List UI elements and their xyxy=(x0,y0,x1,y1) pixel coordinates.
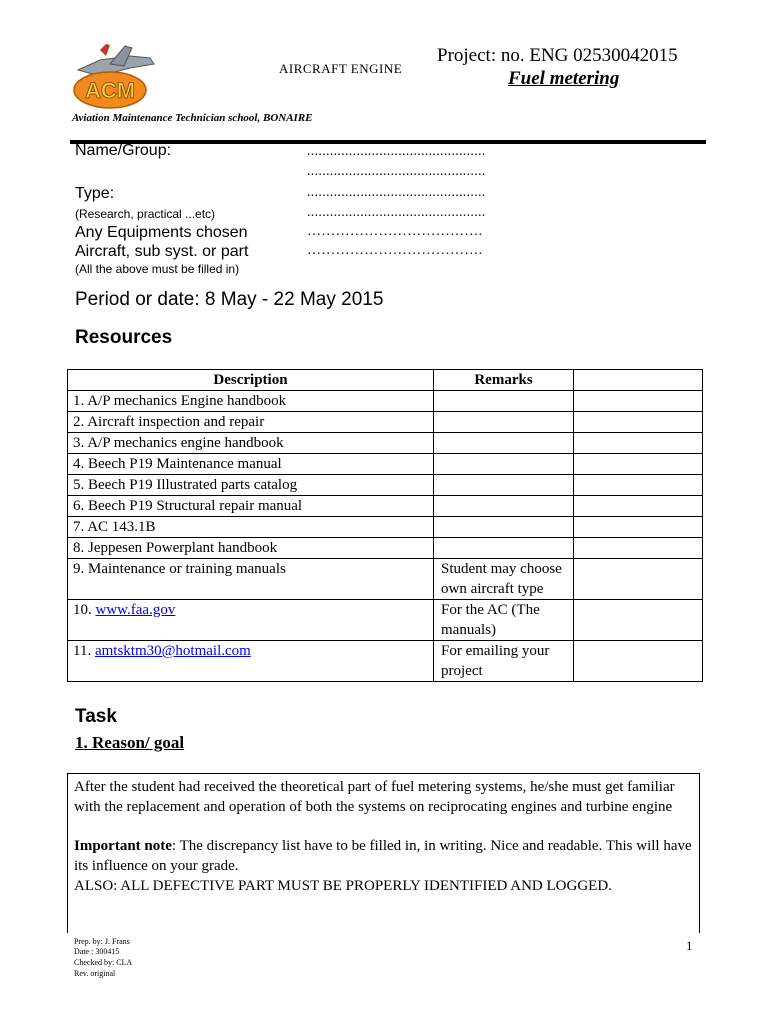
resource-desc: Beech P19 Illustrated parts catalog xyxy=(88,477,298,493)
resource-desc: AC 143.1B xyxy=(87,519,156,535)
task-heading: Task xyxy=(75,706,117,727)
school-logo xyxy=(70,42,160,114)
footer-date: Date : 300415 xyxy=(74,947,120,956)
header-subtitle: Fuel metering xyxy=(508,68,620,89)
table-row: 4. Beech P19 Maintenance manual xyxy=(68,454,703,475)
resources-table xyxy=(67,369,703,682)
resource-remark xyxy=(434,454,574,475)
name-group-field[interactable]: ............................................... xyxy=(307,144,486,159)
resource-desc: Jeppesen Powerplant handbook xyxy=(88,540,278,556)
header-description: Description xyxy=(68,370,434,391)
goal-paragraph: After the student had received the theoretical part of fuel metering systems, he/she must get familiar with the replacement and operation of both the systems on reciprocating engines and turbine engine xyxy=(74,779,675,815)
resource-desc: A/P mechanics Engine handbook xyxy=(87,393,287,409)
table-header-row xyxy=(68,370,703,391)
aircraft-field[interactable]: ………………………………. xyxy=(307,243,483,258)
period-date: Period or date: 8 May - 22 May 2015 xyxy=(75,289,384,310)
resource-remark xyxy=(434,517,574,538)
table-row: 9. Maintenance or training manuals Student may choose own aircraft type xyxy=(68,559,703,600)
table-row: 10. www.faa.gov For the AC (The manuals) xyxy=(68,600,703,641)
header-center-title: AIRCRAFT ENGINE xyxy=(279,61,403,76)
resource-desc: Beech P19 Maintenance manual xyxy=(88,456,282,472)
type-field[interactable]: ............................................... xyxy=(307,185,486,200)
resource-remark xyxy=(434,538,574,559)
reason-goal-heading: 1. Reason/ goal xyxy=(75,733,185,752)
resource-remark: Student may choose own aircraft type xyxy=(434,559,574,600)
table-row: 6. Beech P19 Structural repair manual xyxy=(68,496,703,517)
also-note: ALSO: ALL DEFECTIVE PART MUST BE PROPERLY IDENTIFIED AND LOGGED. xyxy=(74,878,612,894)
resource-remark: For emailing your project xyxy=(434,641,574,682)
type-hint: (Research, practical ...etc) xyxy=(75,207,216,221)
header-extra xyxy=(574,370,703,391)
name-group-label: Name/Group: xyxy=(75,142,172,159)
svg-text:ACM: ACM xyxy=(84,78,136,103)
name-group-field-2[interactable]: ............................................... xyxy=(307,164,486,179)
aircraft-label: Aircraft, sub syst. or part xyxy=(75,243,249,260)
fill-note: (All the above must be filled in) xyxy=(75,262,240,276)
type-field-2[interactable]: ............................................... xyxy=(307,205,486,220)
type-label: Type: xyxy=(75,185,115,202)
resource-desc: Beech P19 Structural repair manual xyxy=(88,498,303,514)
table-row: 2. Aircraft inspection and repair xyxy=(68,412,703,433)
footer-rev: Rev. original xyxy=(74,969,116,978)
important-note-text: : The discrepancy list have to be filled in, in writing. Nice and readable. This will have its influence on your grade. xyxy=(74,838,692,874)
resource-desc: Maintenance or training manuals xyxy=(88,561,286,577)
table-row: 7. AC 143.1B xyxy=(68,517,703,538)
header-school-name: Aviation Maintenance Technician school, BONAIRE xyxy=(72,112,313,124)
goal-box xyxy=(67,773,700,933)
footer-checked: Checked by: CLA xyxy=(74,958,133,967)
equipment-field[interactable]: ………………………………. xyxy=(307,224,483,239)
resource-desc: A/P mechanics engine handbook xyxy=(87,435,284,451)
footer-prep: Prep. by: J. Frans xyxy=(74,937,130,946)
faa-link[interactable]: www.faa.gov xyxy=(95,602,176,618)
header-remarks: Remarks xyxy=(434,370,574,391)
table-row: 11. amtsktm30@hotmail.com For emailing your project xyxy=(68,641,703,682)
important-note-label: Important note xyxy=(74,838,172,854)
resource-desc: Aircraft inspection and repair xyxy=(87,414,265,430)
resource-remark xyxy=(434,496,574,517)
table-row: 8. Jeppesen Powerplant handbook xyxy=(68,538,703,559)
resource-remark xyxy=(434,433,574,454)
resource-remark xyxy=(434,412,574,433)
important-note xyxy=(74,836,693,876)
table-row: 1. A/P mechanics Engine handbook xyxy=(68,391,703,412)
page-number: 1 xyxy=(686,938,693,953)
resource-remark xyxy=(434,391,574,412)
table-row: 3. A/P mechanics engine handbook xyxy=(68,433,703,454)
resources-heading: Resources xyxy=(75,327,173,348)
resource-remark xyxy=(434,475,574,496)
table-row: 5. Beech P19 Illustrated parts catalog xyxy=(68,475,703,496)
equipment-label: Any Equipments chosen xyxy=(75,224,248,241)
email-link[interactable]: amtsktm30@hotmail.com xyxy=(94,643,251,659)
resource-remark: For the AC (The manuals) xyxy=(434,600,574,641)
header-project-number: Project: no. ENG 02530042015 xyxy=(437,45,678,66)
